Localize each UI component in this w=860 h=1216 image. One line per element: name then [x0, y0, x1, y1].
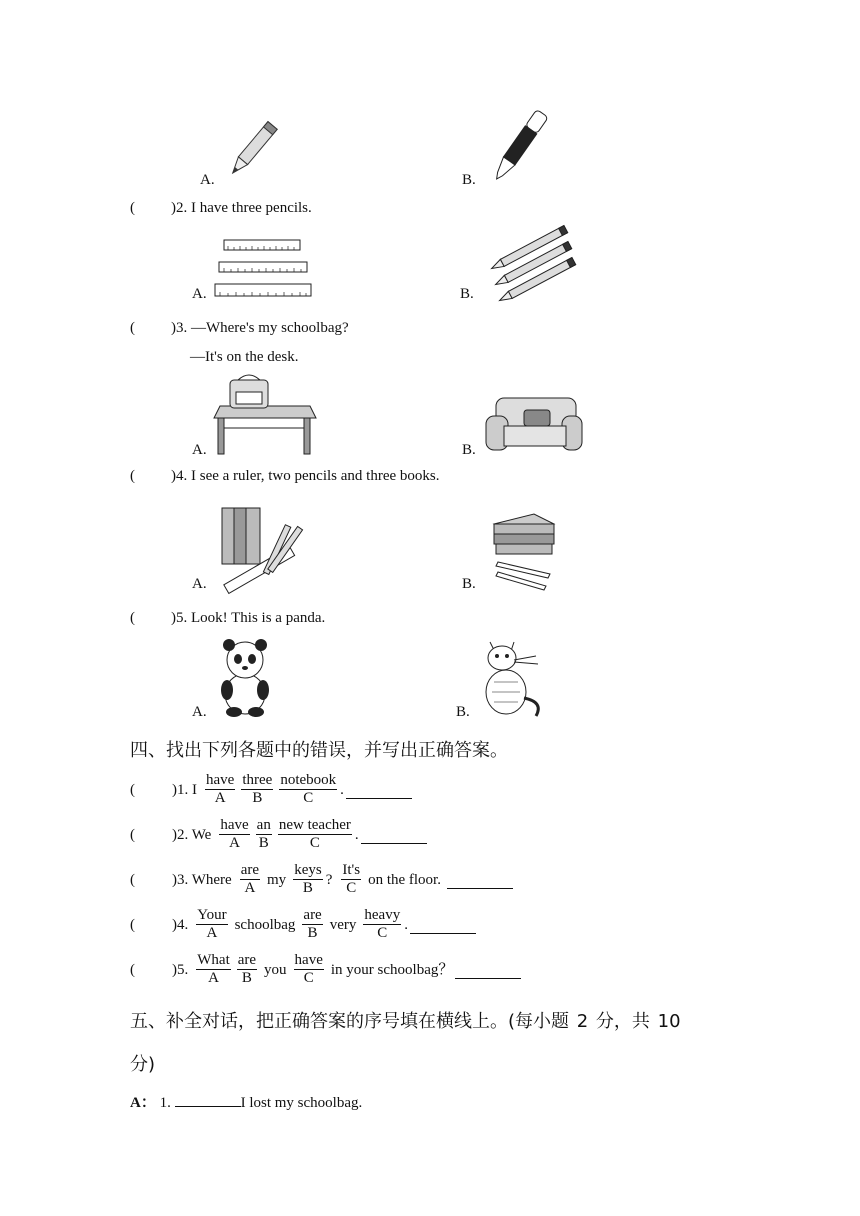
question-5-text: )5. Look! This is a panda. — [171, 610, 326, 626]
option-letter: A — [206, 925, 218, 941]
underlined-word: have — [220, 817, 249, 833]
item-tail: on the floor. — [368, 872, 441, 888]
underlined-word: Your — [197, 907, 227, 923]
books-ruler-pencils-image — [218, 502, 304, 588]
underlined-word: are — [303, 907, 322, 923]
underlined-word: new teacher — [278, 817, 351, 833]
books-stack-image — [490, 510, 560, 590]
question-paren: ( — [130, 468, 135, 484]
section-5-heading-cont: 分) — [130, 1054, 156, 1075]
speaker-label: A： — [130, 1095, 156, 1111]
dialogue-line-1 — [130, 1091, 362, 1112]
question-paren: ( — [130, 782, 135, 798]
item-tail: . — [340, 782, 344, 798]
question-3-answer-line: —It's on the desk. — [190, 349, 299, 365]
underlined-word: heavy — [364, 907, 401, 923]
sentence-word: ? — [325, 872, 333, 888]
question-paren: ( — [130, 872, 135, 888]
option-a-label: A. — [192, 576, 207, 592]
option-a-label: A. — [192, 442, 207, 458]
answer-blank[interactable] — [175, 1094, 241, 1107]
option-letter: C — [303, 790, 314, 806]
error-item-4 — [130, 907, 476, 943]
question-4-text: )4. I see a ruler, two pencils and three books. — [171, 468, 440, 484]
question-paren: ( — [130, 200, 135, 216]
option-b-label: B. — [462, 172, 476, 188]
sentence-word: schoolbag — [234, 917, 296, 933]
fountain-pen-image — [484, 104, 554, 190]
question-paren: ( — [130, 827, 135, 843]
option-letter: A — [229, 835, 240, 851]
dialogue-text: I lost my schoolbag. — [240, 1095, 363, 1111]
question-paren: ( — [130, 917, 135, 933]
option-b-label: B. — [462, 442, 476, 458]
answer-blank[interactable] — [455, 966, 521, 979]
underlined-word: notebook — [280, 772, 337, 788]
panda-image — [218, 638, 272, 718]
item-tail: . — [404, 917, 408, 933]
underlined-word: are — [240, 862, 260, 878]
question-3-text: )3. —Where's my schoolbag? — [171, 320, 349, 336]
item-number: )1. I — [172, 782, 197, 798]
option-letter: C — [303, 970, 314, 986]
underlined-word: What — [197, 952, 230, 968]
option-letter: B — [241, 970, 252, 986]
sentence-word: you — [264, 962, 287, 978]
option-letter: B — [302, 880, 313, 896]
option-letter: A — [244, 880, 256, 896]
item-tail: in your schoolbag？ — [330, 962, 454, 978]
question-2-text: )2. I have three pencils. — [171, 200, 312, 216]
option-a-label: A. — [192, 704, 207, 720]
option-b-label: B. — [460, 286, 474, 302]
underlined-word: It's — [342, 862, 361, 878]
item-number: )2. We — [172, 827, 212, 843]
item-number: )3. Where — [172, 872, 232, 888]
option-b-label: B. — [456, 704, 470, 720]
schoolbag-on-desk-image — [212, 372, 318, 456]
option-letter: B — [258, 835, 269, 851]
underlined-word: have — [294, 952, 323, 968]
pencil-image — [222, 116, 286, 188]
option-letter: A — [208, 970, 219, 986]
rulers-image — [214, 238, 314, 300]
schoolbag-on-sofa-image — [484, 394, 584, 458]
section-4-heading: 四、找出下列各题中的错误，并写出正确答案。 — [130, 740, 508, 761]
error-item-3 — [130, 862, 513, 898]
answer-blank[interactable] — [361, 831, 427, 844]
sentence-word: my — [267, 872, 287, 888]
item-tail: . — [354, 827, 359, 843]
underlined-word: have — [206, 772, 235, 788]
underlined-word: keys — [294, 862, 322, 878]
cat-image — [478, 632, 550, 720]
option-a-label: A. — [200, 172, 215, 188]
option-letter: C — [309, 835, 320, 851]
answer-blank[interactable] — [346, 786, 412, 799]
option-b-label: B. — [462, 576, 476, 592]
question-paren: ( — [130, 320, 135, 336]
error-item-5 — [130, 952, 521, 988]
item-number: )5. — [172, 962, 189, 978]
underlined-word: an — [256, 817, 271, 833]
question-paren: ( — [130, 962, 135, 978]
option-letter: A — [214, 790, 226, 806]
option-letter: C — [377, 925, 388, 941]
answer-blank[interactable] — [447, 876, 513, 889]
section-5-heading: 五、补全对话，把正确答案的序号填在横线上。(每小题 2 分，共 10 — [130, 1011, 681, 1032]
option-letter: C — [346, 880, 357, 896]
underlined-word: three — [242, 772, 273, 788]
error-item-1 — [130, 772, 412, 808]
underlined-word: are — [237, 952, 257, 968]
option-a-label: A. — [192, 286, 207, 302]
line-number: 1. — [159, 1095, 171, 1111]
answer-blank[interactable] — [410, 921, 476, 934]
option-letter: B — [307, 925, 318, 941]
error-item-2 — [130, 817, 427, 853]
question-paren: ( — [130, 610, 135, 626]
option-letter: B — [252, 790, 263, 806]
sentence-word: very — [329, 917, 357, 933]
item-number: )4. — [172, 917, 189, 933]
three-pencils-image — [484, 232, 584, 302]
